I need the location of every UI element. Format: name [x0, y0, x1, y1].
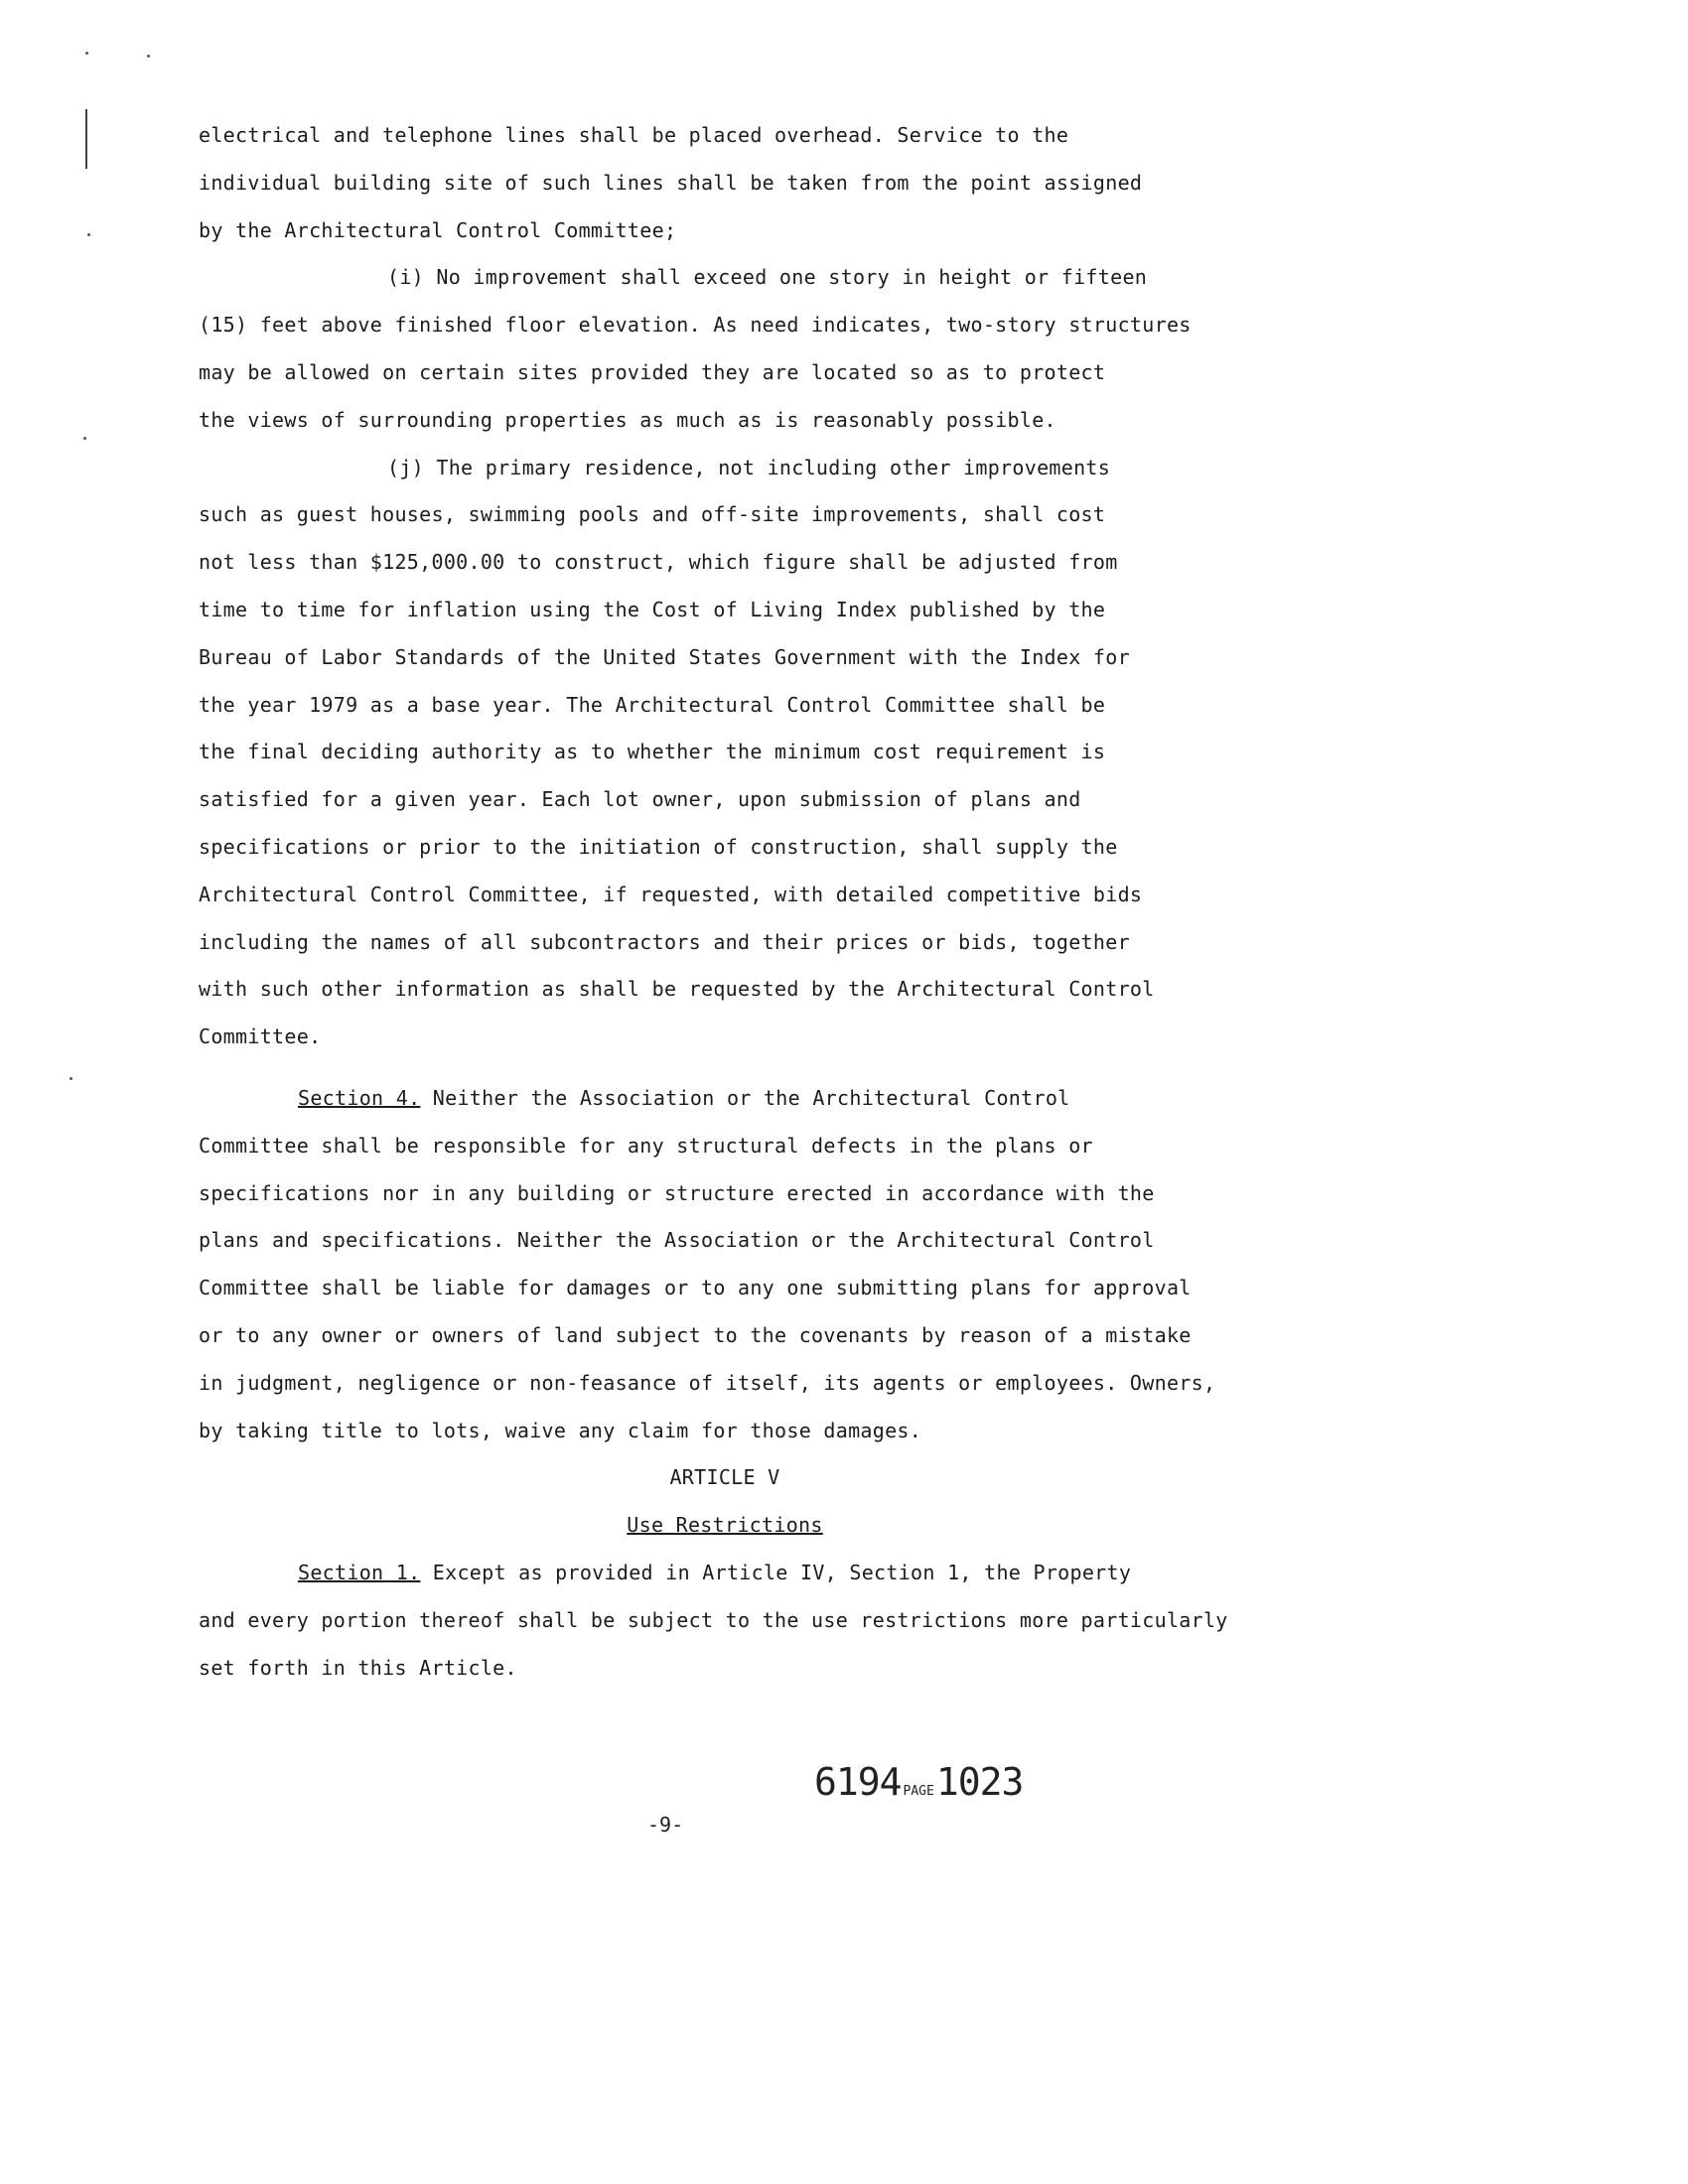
text-line: not less than $125,000.00 to construct, which figure shall be adjusted from	[199, 550, 1118, 575]
scan-speck	[85, 52, 88, 55]
text-line: set forth in this Article.	[199, 1655, 517, 1680]
binder-mark	[85, 109, 87, 169]
article-title: ARTICLE V	[669, 1465, 780, 1490]
text-line: time to time for inflation using the Cost of Living Index published by the	[199, 597, 1106, 621]
text-line: the year 1979 as a base year. The Architectural Control Committee shall be	[199, 692, 1106, 717]
page-number: -9-	[647, 1813, 684, 1837]
section-4-heading: Section 4.	[298, 1085, 421, 1110]
text-line: or to any owner or owners of land subject to the covenants by reason of a mistake	[199, 1322, 1192, 1347]
section-1-first-line: Section 1. Except as provided in Article IV, Section 1, the Property	[298, 1560, 1132, 1584]
book-number: 6194	[814, 1760, 902, 1804]
scan-speck	[87, 233, 90, 236]
scan-speck	[70, 1077, 72, 1080]
text-line: in judgment, negligence or non-feasance of itself, its agents or employees. Owners,	[199, 1370, 1216, 1395]
text-line: individual building site of such lines shall be taken from the point assigned	[199, 170, 1143, 195]
page-label: PAGE	[903, 1784, 934, 1799]
text-line: Committee shall be responsible for any structural defects in the plans or	[199, 1133, 1093, 1158]
body-text	[199, 119, 1251, 1699]
text-line: plans and specifications. Neither the Association or the Architectural Control	[199, 1228, 1155, 1253]
text-line: specifications nor in any building or structure erected in accordance with the	[199, 1180, 1155, 1205]
text-line: such as guest houses, swimming pools and off-site improvements, shall cost	[199, 502, 1106, 527]
text-line: (j) The primary residence, not including other improvements	[387, 455, 1111, 479]
text-line: electrical and telephone lines shall be placed overhead. Service to the	[199, 123, 1069, 147]
text-line: including the names of all subcontractors and their prices or bids, together	[199, 929, 1130, 954]
text-line: specifications or prior to the initiation of construction, shall supply the	[199, 834, 1118, 859]
book-page-stamp	[814, 1760, 1023, 1804]
section-4-first-line: Section 4. Neither the Association or the Architectural Control	[298, 1085, 1070, 1110]
text-line: the views of surrounding properties as much as is reasonably possible.	[199, 407, 1056, 432]
article-subtitle: Use Restrictions	[627, 1513, 823, 1538]
scan-speck	[147, 55, 150, 58]
text-line: satisfied for a given year. Each lot owner, upon submission of plans and	[199, 787, 1081, 812]
section-1-heading: Section 1.	[298, 1560, 421, 1584]
scan-speck	[83, 437, 86, 440]
text-line: Committee.	[199, 1024, 322, 1049]
text-line: Bureau of Labor Standards of the United States Government with the Index for	[199, 644, 1130, 669]
text-line: (i) No improvement shall exceed one story in height or fifteen	[387, 265, 1148, 290]
text-line: (15) feet above finished floor elevation. As need indicates, two-story structures	[199, 313, 1192, 338]
text-line: by taking title to lots, waive any claim for those damages.	[199, 1418, 922, 1442]
text-line: Committee shall be liable for damages or to any one submitting plans for approval	[199, 1276, 1192, 1300]
text-line: by the Architectural Control Committee;	[199, 217, 677, 242]
text-line: the final deciding authority as to whether the minimum cost requirement is	[199, 740, 1106, 764]
stamp-page-number: 1023	[935, 1760, 1024, 1804]
text-line: and every portion thereof shall be subject to the use restrictions more particularly	[199, 1607, 1228, 1632]
text-line: with such other information as shall be requested by the Architectural Control	[199, 977, 1155, 1002]
text-line: Architectural Control Committee, if requested, with detailed competitive bids	[199, 882, 1143, 906]
text-line: may be allowed on certain sites provided they are located so as to protect	[199, 359, 1106, 384]
